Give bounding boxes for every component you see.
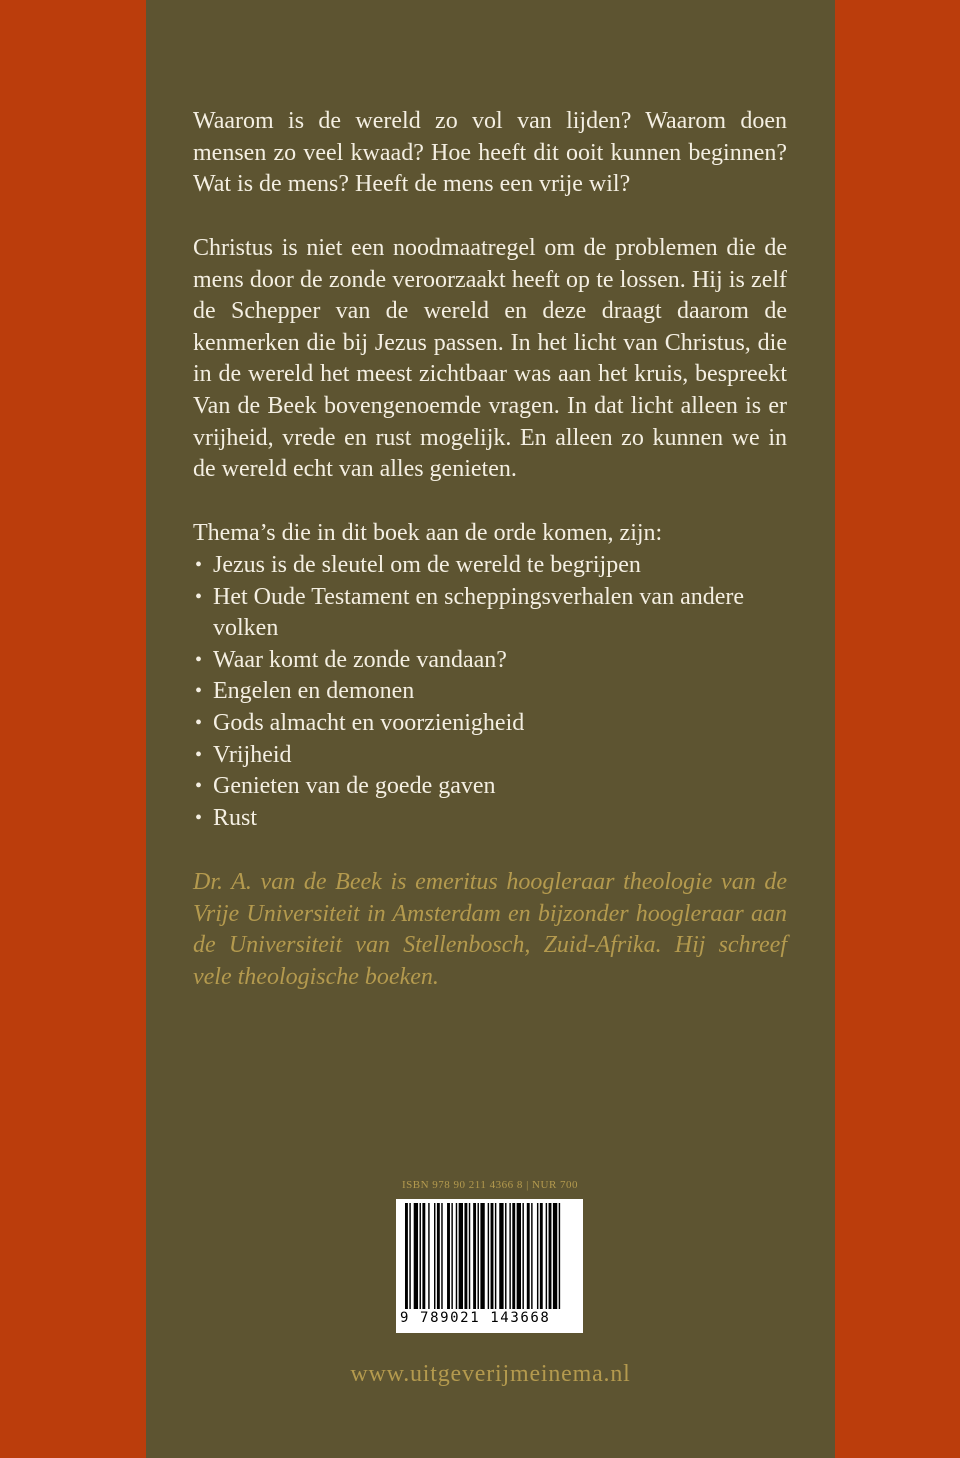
barcode-bar — [522, 1203, 523, 1309]
bullet-icon: • — [195, 554, 203, 576]
barcode-bar — [447, 1203, 450, 1309]
bullet-icon: • — [195, 585, 203, 608]
publisher-website: www.uitgeverijmeinema.nl — [350, 1361, 631, 1387]
barcode-bar — [405, 1203, 408, 1309]
intro-paragraph: Waarom is de wereld zo vol van lijden? Waarom doen mensen zo veel kwaad? Hoe heeft dit ooit kunnen beginnen? Wat is de mens? Heeft de mens een vrije wil? — [193, 108, 787, 198]
list-item: • Genieten van de goede gaven — [193, 771, 787, 803]
list-item: • Vrijheid — [193, 740, 787, 772]
barcode-bar — [464, 1203, 467, 1309]
bullet-icon: • — [195, 711, 203, 734]
back-cover-panel — [146, 0, 835, 1458]
barcode-bar — [473, 1203, 476, 1309]
barcode-bar — [478, 1203, 479, 1309]
barcode-bar — [422, 1203, 425, 1309]
bullet-icon: • — [195, 806, 203, 829]
barcode-bar — [480, 1203, 484, 1309]
list-item: • Waar komt de zonde vandaan? — [193, 645, 787, 677]
list-item: • Het Oude Testament en scheppingsverhalen van andere volken — [195, 583, 745, 642]
barcode-bar — [559, 1203, 560, 1309]
barcode-bar — [428, 1203, 429, 1309]
bullet-icon: • — [195, 680, 203, 703]
barcode-bar — [527, 1203, 530, 1309]
barcode-bar — [459, 1203, 463, 1309]
barcode-bar — [531, 1203, 532, 1309]
barcode-bar — [469, 1203, 470, 1309]
barcode-bar — [414, 1203, 418, 1309]
themes-heading: Thema’s die in dit boek aan de orde komen, zijn: — [193, 520, 663, 546]
right-cover-edge — [835, 0, 960, 1458]
barcode-bar — [549, 1203, 552, 1309]
barcode-bar — [437, 1203, 440, 1309]
barcode-bar — [512, 1203, 515, 1309]
list-item: • Jezus is de sleutel om de wereld te begrijpen — [193, 550, 787, 582]
barcode-bar — [509, 1203, 510, 1309]
barcode-bar — [434, 1203, 435, 1309]
barcode-bar — [499, 1203, 503, 1309]
themes-list — [193, 550, 787, 834]
barcode-digits: 9 789021 143668 — [400, 1310, 551, 1326]
barcode-bar — [491, 1203, 494, 1309]
barcode — [396, 1199, 583, 1333]
list-item: • Engelen en demonen — [193, 676, 787, 708]
barcode-bar — [505, 1203, 506, 1309]
barcode-bar — [517, 1203, 521, 1309]
left-cover-edge — [0, 0, 146, 1458]
barcode-bar — [441, 1203, 442, 1309]
barcode-bar — [546, 1203, 547, 1309]
barcode-bar — [456, 1203, 457, 1309]
description-paragraph: Christus is niet een noodmaatregel om de problemen die de mens door de zonde veroorzaakt heeft op te lossen. Hij is zelf de Schepper van de wereld en deze draagt daarom de kenmerken die bij Jezus passen. In het licht van Christus, die in de wereld het meest zichtbaar was aan het kruis, bespreekt Van de Beek bovengenoemde vragen. In dat licht alleen is er vrijheid, vrede en rust mogelijk. En alleen zo kunnen we in de wereld echt van alles genieten. — [193, 235, 787, 483]
bullet-icon: • — [195, 648, 203, 671]
barcode-bar — [451, 1203, 452, 1309]
isbn-text: ISBN 978 90 211 4366 8 | NUR 700 — [401, 1179, 579, 1191]
barcode-bar — [495, 1203, 496, 1309]
barcode-bar — [537, 1203, 538, 1309]
barcode-bar — [420, 1203, 421, 1309]
barcode-bar — [553, 1203, 557, 1309]
list-item: • Gods almacht en voorzienigheid — [193, 708, 787, 740]
barcode-bar — [488, 1203, 489, 1309]
barcode-bar — [409, 1203, 410, 1309]
barcode-bars-icon — [396, 1199, 583, 1311]
list-item: • Rust — [193, 803, 787, 835]
barcode-bar — [540, 1203, 543, 1309]
bullet-icon: • — [195, 775, 203, 798]
bullet-icon: • — [195, 743, 203, 766]
author-bio: Dr. A. van de Beek is emeritus hoogleraar theologie van de Vrije Universiteit in Amsterdam en bijzonder hoogleraar aan de Universiteit van Stellenbosch, Zuid-Afrika. Hij schreef vele theologische boeken. — [193, 869, 787, 990]
